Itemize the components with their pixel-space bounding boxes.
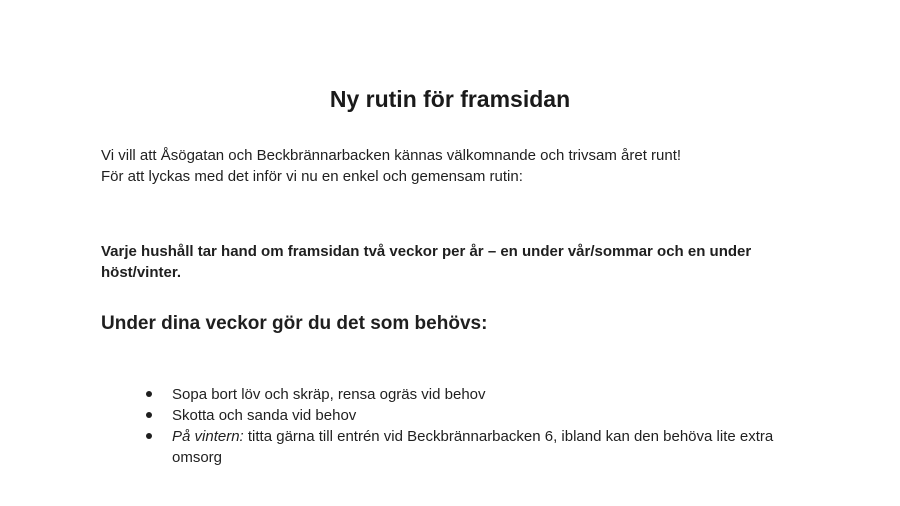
list-item: [145, 384, 785, 405]
intro-line-1: Vi vill att Åsögatan och Beckbrännarbacken kännas välkomnande och trivsam året runt!: [101, 147, 682, 164]
document-title: Ny rutin för framsidan: [329, 86, 571, 112]
bullet-icon: [146, 433, 152, 439]
bullet-icon: [146, 412, 152, 418]
list-item: [145, 426, 785, 468]
list-item-text: titta gärna till entrén vid Beckbrännarbacken 6, ibland kan den behöva lite extra omsorg: [172, 428, 774, 466]
tasks-heading: Under dina veckor gör du det som behövs:: [101, 313, 488, 334]
task-list: [145, 384, 785, 468]
list-item-text: Sopa bort löv och skräp, rensa ogräs vid behov: [172, 386, 486, 403]
responsibility-paragraph: Varje hushåll tar hand om framsidan två veckor per år – en under vår/sommar och en under höst/vinter.: [101, 243, 752, 281]
bullet-icon: [146, 391, 152, 397]
list-item-text: Skotta och sanda vid behov: [172, 407, 357, 424]
list-item: [145, 405, 785, 426]
intro-text: [101, 145, 791, 187]
list-item-prefix: På vintern:: [172, 428, 244, 445]
intro-line-2: För att lyckas med det inför vi nu en enkel och gemensam rutin:: [101, 168, 523, 185]
